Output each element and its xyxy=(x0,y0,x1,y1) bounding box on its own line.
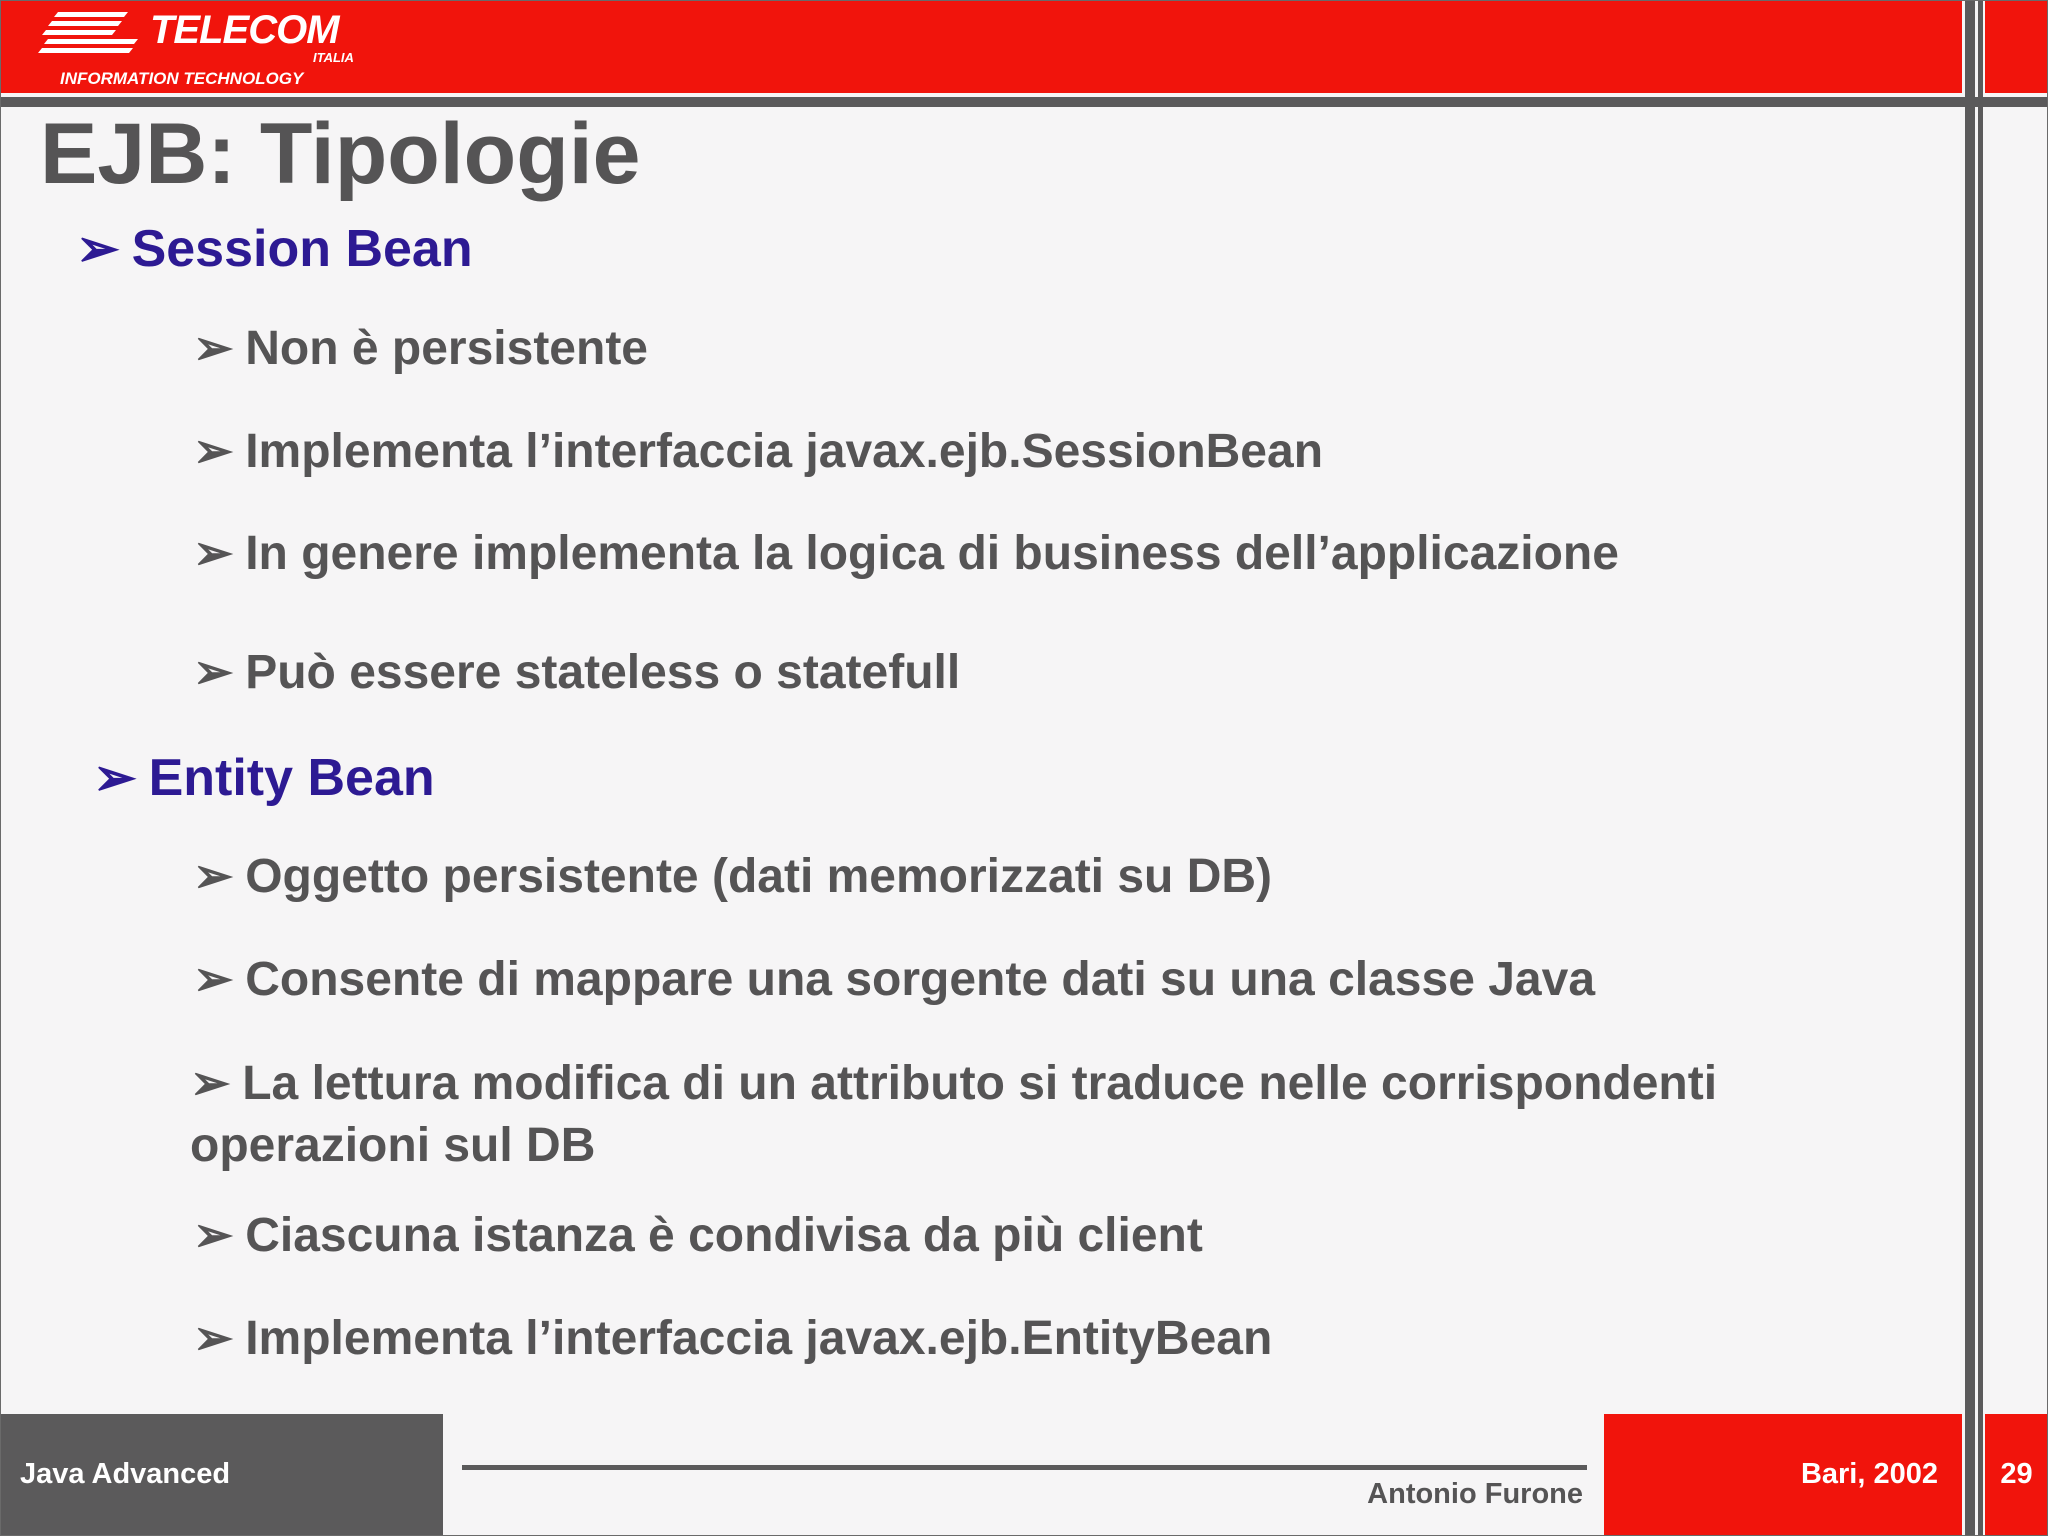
logo-subtext: ITALIA xyxy=(313,50,354,65)
arrow-bullet-icon: ➢ xyxy=(193,527,234,580)
right-vertical-rule xyxy=(1965,0,1975,1536)
arrow-bullet-icon: ➢ xyxy=(76,220,120,278)
page-number: 29 xyxy=(2000,1458,2033,1490)
logo-stripes-icon xyxy=(38,10,163,60)
list-item xyxy=(193,1310,1272,1368)
section-heading-session-bean xyxy=(76,218,473,280)
list-item xyxy=(193,320,648,378)
list-item xyxy=(193,525,1619,583)
list-item xyxy=(193,951,1595,1009)
logo-division: INFORMATION TECHNOLOGY xyxy=(60,69,304,88)
footer-author: Antonio Furone xyxy=(1367,1478,1583,1510)
footer-rule xyxy=(462,1465,1587,1470)
arrow-bullet-icon: ➢ xyxy=(193,1312,234,1365)
list-item-text: Oggetto persistente (dati memorizzati su DB) xyxy=(245,850,1273,903)
arrow-bullet-icon: ➢ xyxy=(193,322,234,375)
list-item-text: Consente di mappare una sorgente dati su una classe Java xyxy=(245,953,1596,1006)
arrow-bullet-icon: ➢ xyxy=(193,646,234,699)
slide-title: EJB: Tipologie xyxy=(40,106,641,202)
list-item-text: Può essere stateless o statefull xyxy=(245,646,961,699)
arrow-bullet-icon: ➢ xyxy=(193,1209,234,1262)
footer-course: Java Advanced xyxy=(20,1458,231,1490)
list-item xyxy=(193,644,960,702)
footer-place-date: Bari, 2002 xyxy=(1800,1458,1938,1490)
logo-wordmark: TELECOM xyxy=(150,8,339,52)
arrow-bullet-icon: ➢ xyxy=(190,1057,231,1110)
list-item-text: In genere implementa la logica di business dell’applicazione xyxy=(245,527,1619,580)
arrow-bullet-icon: ➢ xyxy=(93,749,137,807)
arrow-bullet-icon: ➢ xyxy=(193,953,234,1006)
right-vertical-rule-thin xyxy=(1978,0,1983,1536)
section-heading-label: Entity Bean xyxy=(148,749,435,807)
arrow-bullet-icon: ➢ xyxy=(193,850,234,903)
list-item-text: La lettura modifica di un attributo si traduce nelle corrispondenti operazioni sul DB xyxy=(190,1057,1718,1172)
list-item-text: Non è persistente xyxy=(245,322,648,375)
list-item xyxy=(193,848,1272,906)
section-heading-entity-bean xyxy=(93,747,435,809)
arrow-bullet-icon: ➢ xyxy=(193,425,234,478)
header-bar-corner xyxy=(1985,0,2048,93)
list-item xyxy=(193,423,1323,481)
section-heading-label: Session Bean xyxy=(131,220,473,278)
list-item-text: Ciascuna istanza è condivisa da più client xyxy=(245,1209,1203,1262)
telecom-italia-logo xyxy=(38,6,378,90)
list-item-text: Implementa l’interfaccia javax.ejb.EntityBean xyxy=(245,1312,1273,1365)
list-item xyxy=(190,1053,1870,1177)
list-item xyxy=(193,1207,1203,1265)
list-item-text: Implementa l’interfaccia javax.ejb.SessionBean xyxy=(245,425,1324,478)
